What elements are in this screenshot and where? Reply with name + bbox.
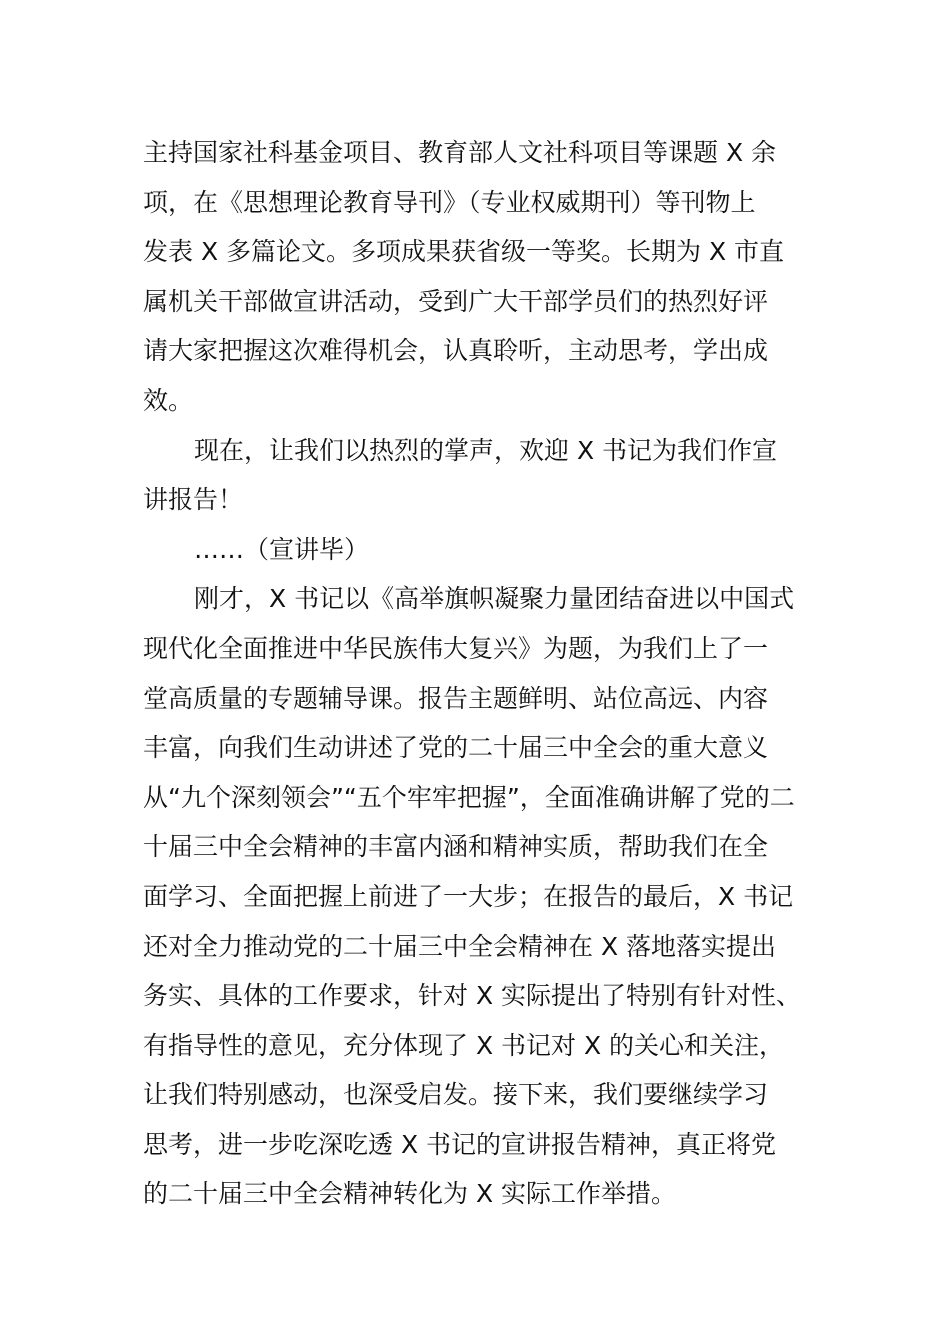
text-line-indented: 刚才，X 书记以《高举旗帜凝聚力量团结奋进以中国式: [194, 584, 795, 614]
text-line: 丰富，向我们生动讲述了党的二十届三中全会的重大意义: [143, 733, 769, 763]
text-line: 讲报告！: [143, 485, 244, 515]
text-line: 有指导性的意见，充分体现了 X 书记对 X 的关心和关注，: [143, 1030, 785, 1060]
text-line: 项，在《思想理论教育导刊》（专业权威期刊）等刊物上: [143, 187, 756, 217]
text-line: 堂高质量的专题辅导课。报告主题鲜明、站位高远、内容: [143, 683, 769, 713]
text-line: 属机关干部做宣讲活动，受到广大干部学员们的热烈好评: [143, 286, 769, 316]
text-line: 让我们特别感动，也深受启发。接下来，我们要继续学习: [143, 1080, 769, 1110]
text-line: 还对全力推动党的二十届三中全会精神在 X 落地落实提出: [143, 931, 777, 961]
text-line: 十届三中全会精神的丰富内涵和精神实质，帮助我们在全: [143, 832, 769, 862]
text-line: 思考，进一步吃深吃透 X 书记的宣讲报告精神，真正将党: [143, 1129, 777, 1159]
text-line: 现代化全面推进中华民族伟大复兴》为题，为我们上了一: [143, 633, 769, 663]
text-line: 效。: [143, 385, 194, 415]
text-line: 面学习、全面把握上前进了一大步；在报告的最后，X 书记: [143, 881, 794, 911]
text-line: 从“九个深刻领会”“五个牢牢把握”，全面准确讲解了党的二: [143, 782, 795, 812]
text-line-indented: ……（宣讲毕）: [194, 534, 370, 564]
text-line-indented: 现在，让我们以热烈的掌声，欢迎 X 书记为我们作宣: [194, 435, 778, 465]
text-line: 请大家把握这次难得机会，认真聆听，主动思考，学出成: [143, 336, 769, 366]
text-line: 务实、具体的工作要求，针对 X 实际提出了特别有针对性、: [143, 981, 802, 1011]
text-line: 的二十届三中全会精神转化为 X 实际工作举措。: [143, 1179, 677, 1209]
text-line: 主持国家社科基金项目、教育部人文社科项目等课题 X 余: [143, 138, 777, 167]
document-body: [143, 128, 843, 1219]
text-line: 发表 X 多篇论文。多项成果获省级一等奖。长期为 X 市直: [143, 237, 785, 267]
